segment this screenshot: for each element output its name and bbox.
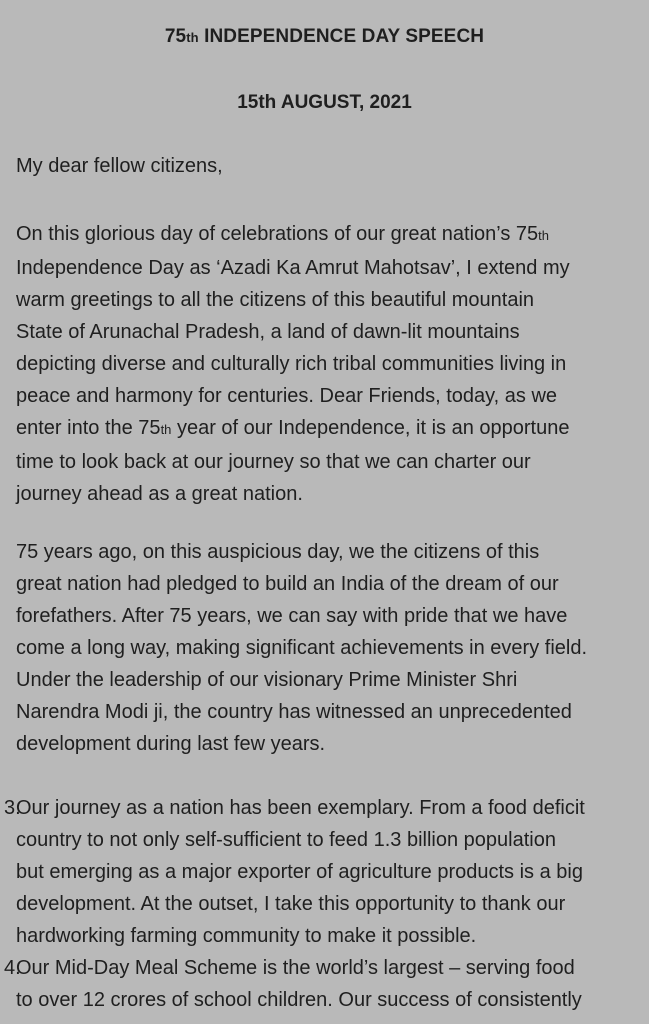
paragraph-1 — [16, 218, 641, 510]
paragraph-line: hardworking farming community to make it possible. — [16, 925, 477, 947]
title-ordinal: th — [186, 30, 199, 45]
paragraph-line: Our Mid-Day Meal Scheme is the world’s largest – serving food — [16, 957, 575, 979]
paragraph-line: State of Arunachal Pradesh, a land of dawn-lit mountains — [16, 321, 520, 343]
speech-title — [0, 26, 649, 48]
paragraph-line: journey ahead as a great nation. — [16, 483, 303, 505]
ordinal-suffix: th — [538, 228, 550, 243]
text-run: On this glorious day of celebrations of our great nation’s 75 — [16, 223, 539, 245]
paragraph-line — [16, 218, 641, 252]
salutation: My dear fellow citizens, — [16, 155, 223, 177]
paragraph-line: but emerging as a major exporter of agriculture products is a big — [16, 861, 583, 883]
paragraph-4 — [4, 952, 641, 1016]
paragraph-line: Our journey as a nation has been exemplary. From a food deficit — [16, 797, 585, 819]
paragraph-line: to over 12 crores of school children. Our success of consistently — [16, 989, 582, 1011]
paragraph-line: forefathers. After 75 years, we can say with pride that we have — [16, 605, 568, 627]
title-text: INDEPENDENCE DAY SPEECH — [198, 26, 485, 47]
paragraph-line — [16, 412, 641, 446]
paragraph-line: Narendra Modi ji, the country has witnessed an unprecedented — [16, 701, 572, 723]
paragraph-line: development. At the outset, I take this opportunity to thank our — [16, 893, 566, 915]
paragraph-line: time to look back at our journey so that we can charter our — [16, 451, 531, 473]
paragraph-line: development during last few years. — [16, 733, 326, 755]
paragraph-line: peace and harmony for centuries. Dear Friends, today, as we — [16, 385, 558, 407]
paragraph-3 — [4, 792, 641, 952]
paragraph-number: 3. — [4, 797, 21, 819]
paragraph-line: Under the leadership of our visionary Prime Minister Shri — [16, 669, 518, 691]
paragraph-line: great nation had pledged to build an India of the dream of our — [16, 573, 559, 595]
paragraph-line: warm greetings to all the citizens of this beautiful mountain — [16, 289, 535, 311]
paragraph-line: country to not only self-sufficient to feed 1.3 billion population — [16, 829, 556, 851]
paragraph-2 — [16, 536, 641, 760]
paragraph-number: 4. — [4, 957, 21, 979]
paragraph-line: come a long way, making significant achievements in every field. — [16, 637, 588, 659]
paragraph-line: Independence Day as ‘Azadi Ka Amrut Mahotsav’, I extend my — [16, 257, 570, 279]
paragraph-line: depicting diverse and culturally rich tribal communities living in — [16, 353, 567, 375]
title-number: 75 — [164, 26, 187, 47]
text-run: year of our Independence, it is an opportune — [171, 417, 570, 439]
speech-date: 15th AUGUST, 2021 — [237, 92, 412, 113]
paragraph-line: 75 years ago, on this auspicious day, we the citizens of this — [16, 541, 540, 563]
ordinal-suffix: th — [160, 422, 172, 437]
text-run: enter into the 75 — [16, 417, 161, 439]
